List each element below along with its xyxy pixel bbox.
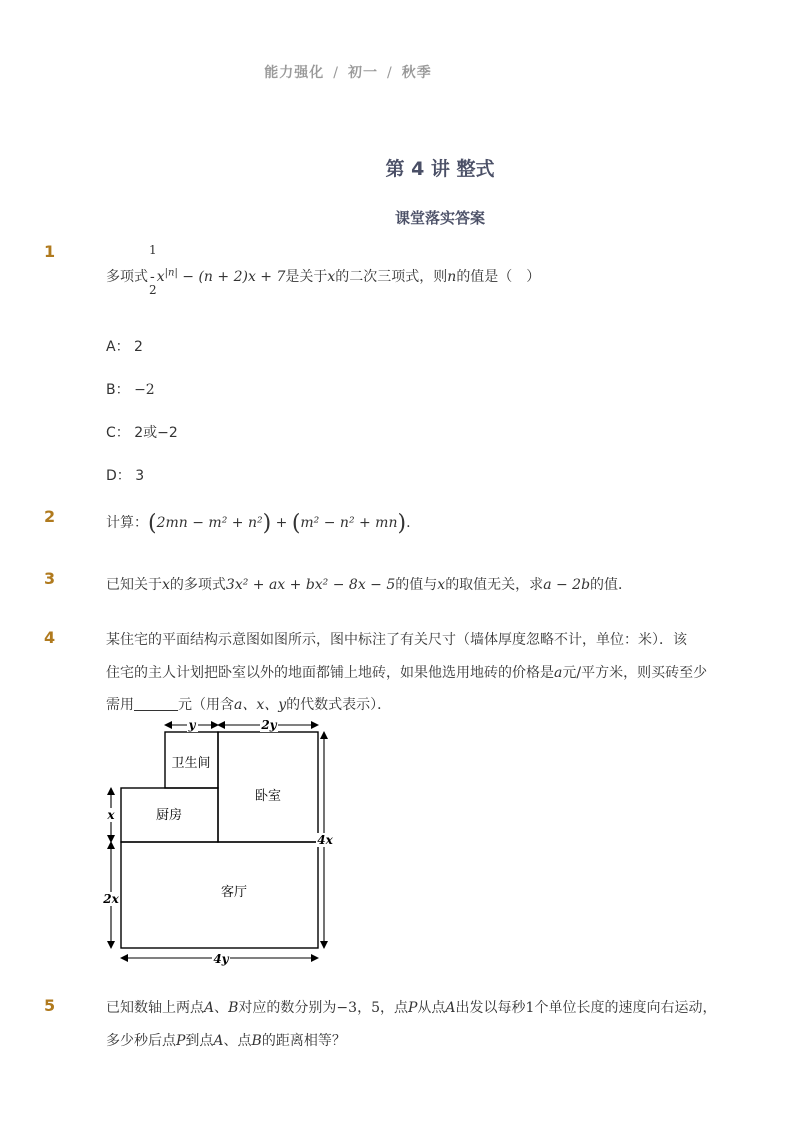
breadcrumb-header (0, 62, 696, 82)
q2-plus: + (271, 515, 292, 531)
q1-suffix3: 的值是（ ） (456, 269, 541, 285)
q5-point-p: P (407, 1000, 418, 1016)
dim-4x-label: 4x (317, 833, 333, 847)
option-value: −2 (134, 382, 155, 398)
q4-line3a: 需用 (106, 697, 134, 713)
option-value: 2或−2 (134, 425, 178, 441)
q5-text: 出发以每秒 (455, 1000, 526, 1016)
q3-text2: 的多项式 (169, 577, 226, 593)
option-value: 3 (135, 468, 145, 484)
q4-line1: 某住宅的平面结构示意图如图所示，图中标注了有关尺寸（墙体厚度忽略不计，单位：米）．该 (106, 632, 687, 648)
q3-var-x: x (437, 577, 446, 593)
living-label: 客厅 (220, 885, 248, 900)
option-label: C： (106, 425, 130, 441)
q4-line2a: 住宅的主人计划把卧室以外的地面都铺上地砖，如果他选用地砖的价格是 (106, 665, 554, 681)
q5-line2 (106, 1030, 346, 1050)
q5-line1 (106, 997, 716, 1017)
dim-2y-label: 2y (261, 718, 277, 732)
kitchen-label: 厨房 (155, 808, 183, 823)
q2-expr1: 2mn − m² + n² (156, 515, 263, 531)
q5-point-a: A (213, 1033, 224, 1049)
q3-text1: 已知关于 (106, 577, 162, 593)
q2-expr2: m² − n² + mn (300, 515, 398, 531)
q5-text: 到点 (185, 1033, 214, 1049)
floor-plan-diagram (100, 715, 350, 975)
q1-expr-rest: − (n + 2)x + 7 (177, 269, 286, 285)
question-text-1 (106, 266, 540, 286)
paren-close: ) (262, 511, 272, 536)
q5-text: 个单位长度的速度向右运动， (534, 1000, 717, 1016)
q1-expr-x: x (156, 269, 165, 285)
q2-end: . (406, 515, 411, 531)
q1-minus: - (150, 269, 155, 285)
option-c[interactable] (106, 422, 178, 442)
q2-prefix: 计算： (106, 515, 148, 531)
q3-text4: 的取值无关，求 (445, 577, 544, 593)
q4-line3b: 元（用含 (178, 697, 234, 713)
paren-close: ) (397, 511, 407, 536)
option-label: B： (106, 382, 130, 398)
q5-text: 多少秒后点 (106, 1033, 176, 1049)
q1-var-x: x (327, 269, 336, 285)
paren-open: ( (291, 511, 301, 536)
dim-2x-label: 2x (103, 892, 119, 906)
q1-suffix1: 是关于 (285, 269, 328, 285)
question-text-3 (106, 574, 632, 594)
q3-var-x: x (162, 577, 170, 593)
q5-point-b: B (251, 1033, 262, 1049)
q5-text: 的距离相等？ (261, 1033, 346, 1049)
living-room (121, 842, 318, 948)
paren-open: ( (148, 511, 157, 536)
answer-blank[interactable] (134, 696, 178, 711)
breadcrumb-part1: 能力强化 (264, 65, 325, 81)
q1-suffix2: 的二次三项式，则 (335, 269, 448, 285)
question-text-2 (106, 511, 411, 536)
q1-var-n: n (447, 269, 457, 285)
option-a[interactable] (106, 336, 143, 356)
q4-vars: a、x、y (234, 697, 287, 713)
question-number-5: 5 (44, 996, 56, 1015)
q4-line3c: 的代数式表示）． (286, 697, 392, 713)
q5-num-a: −3 (336, 1000, 358, 1016)
q4-var-a: a (554, 665, 563, 681)
breadcrumb-separator: / (333, 65, 339, 81)
q5-speed: 1 (525, 1000, 535, 1016)
q4-line2b: 元/平方米，则买砖至少 (562, 665, 708, 681)
question-number-3: 3 (44, 569, 56, 588)
bathroom-label: 卫生间 (171, 756, 211, 771)
breadcrumb-separator: / (387, 65, 393, 81)
q5-num-b: 5 (371, 1000, 380, 1016)
option-value: 2 (134, 339, 143, 355)
q3-text3: 的值与 (395, 577, 438, 593)
q5-text: 对应的数分别为 (238, 1000, 337, 1016)
q5-text: 、点 (223, 1033, 252, 1049)
q5-point-b: B (228, 1000, 239, 1016)
q1-expr-abs: |n| (164, 267, 178, 279)
q5-text: ，点 (379, 1000, 408, 1016)
question-number-4: 4 (44, 628, 56, 647)
q3-expr2: a − 2b (543, 577, 591, 593)
q3-text5: 的值． (590, 577, 633, 593)
q1-prefix: 多项式 (106, 269, 148, 285)
q5-point-p: P (176, 1033, 186, 1049)
breadcrumb-part3: 秋季 (401, 65, 432, 81)
option-b[interactable] (106, 379, 155, 399)
q5-text: 已知数轴上两点 (106, 1000, 204, 1016)
page-subtitle: 课堂落实答案 (394, 209, 485, 227)
bedroom-label: 卧室 (254, 789, 282, 804)
fraction-denominator: 2 (149, 283, 157, 297)
dim-y-label: y (188, 718, 196, 732)
question-number-1: 1 (44, 242, 56, 261)
q4-line2 (106, 662, 707, 682)
q5-text: 从点 (417, 1000, 446, 1016)
breadcrumb-part2: 初一 (348, 65, 378, 81)
q3-expr: 3x² + ax + bx² − 8x − 5 (225, 577, 396, 593)
q5-sep: 、 (214, 1000, 229, 1016)
q4-line3 (106, 694, 391, 714)
option-label: D： (106, 468, 131, 484)
bedroom-room (218, 732, 318, 842)
option-d[interactable] (106, 465, 144, 485)
q5-point-a: A (445, 1000, 456, 1016)
option-label: A： (106, 339, 130, 355)
dim-4y-label: 4y (213, 952, 229, 966)
page-title: 第 4 讲 整式 (385, 158, 495, 180)
question-number-2: 2 (44, 507, 56, 526)
dim-x-label: x (107, 808, 115, 822)
q5-comma: ， (357, 1000, 372, 1016)
q5-point-a: A (204, 1000, 215, 1016)
fraction-numerator: 1 (149, 243, 157, 257)
